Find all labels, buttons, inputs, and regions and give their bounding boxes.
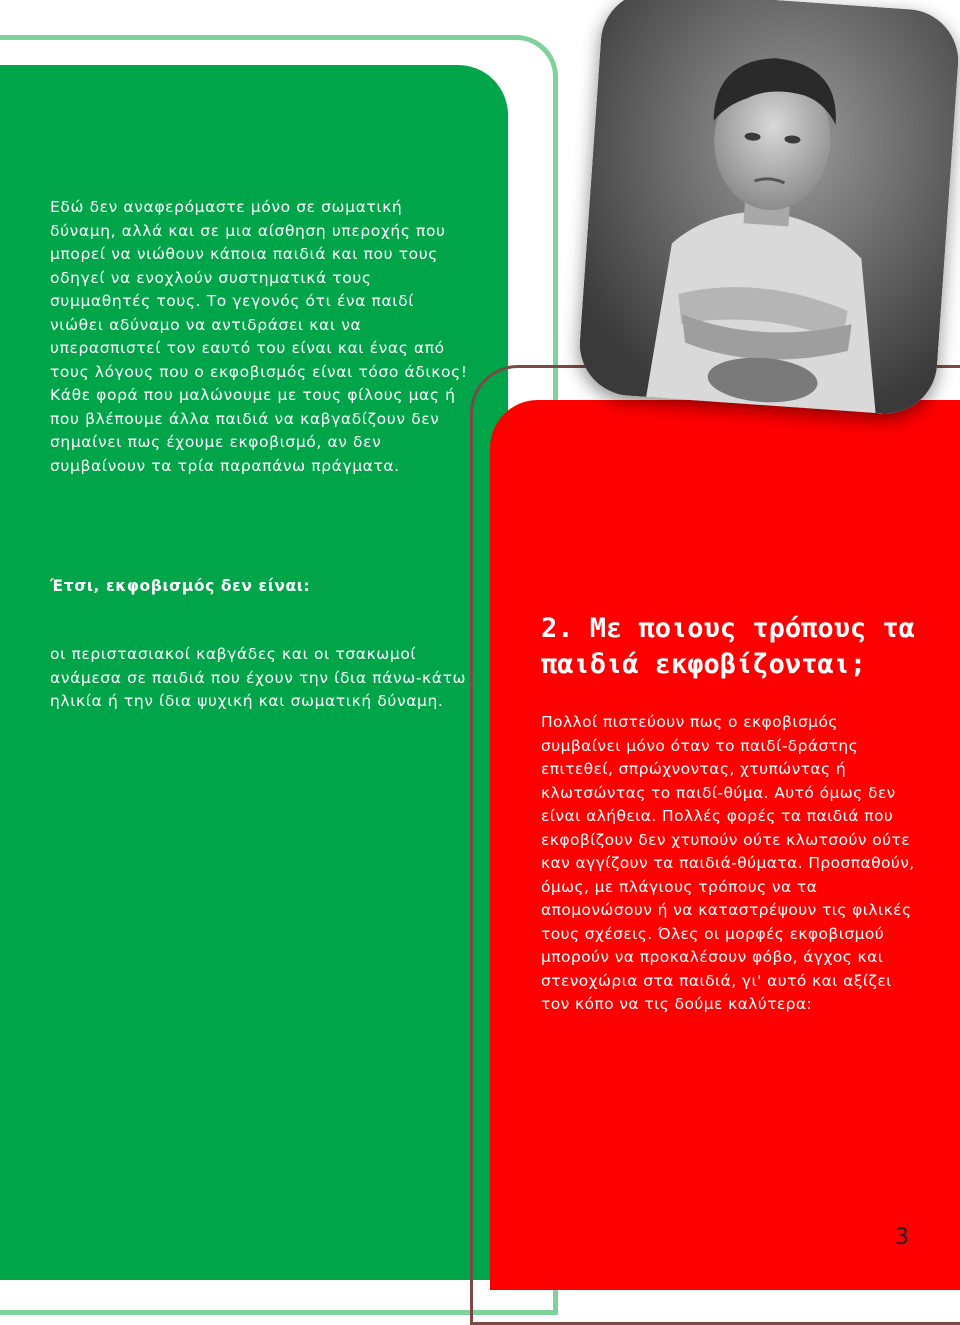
intro-paragraph: Εδώ δεν αναφερόμαστε μόνο σε σωματική δύναμη, αλλά και σε μια αίσθηση υπεροχής που μπορεί να νιώθουν κάποια παιδιά και που τους οδηγεί να ενοχλούν συστηματικά τους συμμαθητές τους. Το γεγονός ότι ένα παιδί νιώθει αδύναμο να αντιδράσει και να υπερασπιστεί τον εαυτό του είναι και ένας από τους λόγους που ο εκφοβισμός είναι τόσο άδικος! Κάθε φορά που μαλώνουμε με τους φίλους μας ή που βλέπουμε άλλα παιδιά να καβγαδίζουν δεν σημαίνει πως έχουμε εκφοβισμό, αν δεν συμβαίνουν τα τρία παραπάνω πράγματα. (50, 198, 468, 475)
section-paragraph: Πολλοί πιστεύουν πως ο εκφοβισμός συμβαίνει μόνο όταν το παιδί-δράστης επιτεθεί, σπρώχνοντας, χτυπώντας ή κλωτσώντας το παιδί-θύμα. Αυτό όμως δεν είναι αλήθεια. Πολλές φορές τα παιδιά που εκφοβίζουν δεν χτυπούν ούτε κλωτσούν ούτε καν αγγίζουν τα παιδιά-θύματα. Προσπαθούν, όμως, με πλάγιους τρόπους να τα απομονώσουν ή να καταστρέψουν τις φιλικές τους σχέσεις. Όλες οι μορφές εκφοβισμού μπορούν να προκαλέσουν φόβο, άγχος και στενοχώρια στα παιδιά, γι' αυτό και αξίζει τον κόπο να τις δούμε καλύτερα: (541, 713, 915, 1013)
section-heading: 2. Με ποιους τρόπους τα παιδιά εκφοβίζονται; (541, 613, 915, 680)
page-number: 3 (895, 1225, 909, 1250)
not-bullying-paragraph: οι περιστασιακοί καβγάδες και οι τσακωμοί ανάμεσα σε παιδιά που έχουν την ίδια πάνω-κάτω ηλικία ή την ίδια ψυχική και σωματική δύναμη. (50, 645, 467, 710)
boy-photo (576, 0, 960, 417)
not-bullying-subheading: Έτσι, εκφοβισμός δεν είναι: (50, 577, 311, 595)
boy-photo-illustration (576, 0, 960, 417)
